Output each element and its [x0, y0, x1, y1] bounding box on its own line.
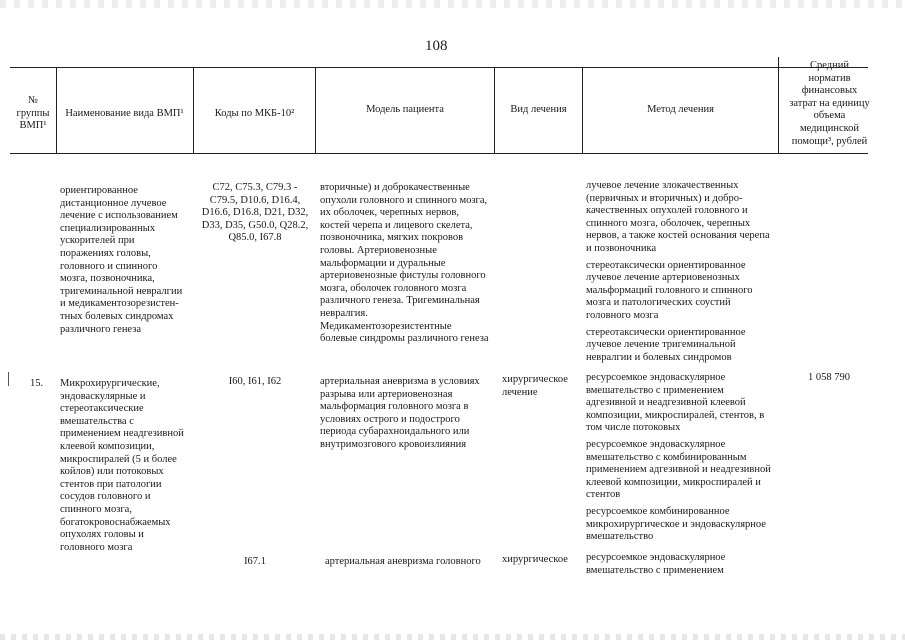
method-list — [586, 372, 778, 548]
column-divider — [778, 57, 779, 154]
scan-artifact-bottom — [0, 634, 905, 640]
method-item: ресурсоемкое эндоваскулярное вмешательство с комбинированным применением адгезивной и неадгезивной клеевой композиции, микроспиралей и стентов — [586, 438, 771, 501]
header-group-number: № группы ВМП¹ — [16, 95, 50, 132]
header-patient-model: Модель пациента — [366, 104, 444, 115]
vmp-name-cell: Микрохирургические, эндоваскулярные и стереотаксические вмешательства с применением неадгезивной клеевой композиции, микроспиралей (5 и более койлов) или потоковых стентов при патологии сосудов головного и спинного мозга, богатокровоснабжаемых опухолях головы и головного мозга — [60, 378, 184, 553]
patient-model-cell: артериальная аневризма головного — [325, 556, 481, 567]
margin-mark — [8, 372, 9, 386]
header-average-cost: Средний норматив финансовых затрат на единицу объема медицинской помощи³, рублей — [789, 60, 870, 147]
column-divider — [315, 67, 316, 154]
column-divider — [582, 67, 583, 154]
treatment-type-cell: хирургическое — [502, 554, 568, 565]
icd-codes-cell: C72, C75.3, C79.3 - C79.5, D10.6, D16.4, D16.6, D16.8, D21, D32, D33, D35, G50.0, Q28.2, Q85.0, I67.8 — [201, 182, 309, 244]
header-vmp-name: Наименование вида ВМП¹ — [65, 108, 184, 119]
group-number-cell: 15. — [30, 378, 44, 389]
header-icd-codes: Коды по МКБ-10² — [214, 108, 295, 119]
method-item: ресурсоемкое эндоваскулярное вмешательство с применением — [586, 552, 726, 576]
method-item: стереотаксически ориентированное лучевое лечение тригеминальной невралгии и болевых синдромов — [586, 326, 746, 363]
method-item: стереотаксически ориентированное лучевое лечение артериовенозных мальформаций головного и спинного мозга и патологических соустий головного мозга — [586, 259, 753, 321]
method-item: ресурсоемкое эндоваскулярное вмешательство с применением адгезивной и неадгезивной клеевой композиции, микроспиралей, стентов, в том числе потоковых — [586, 372, 765, 434]
patient-model-cell: артериальная аневризма в условиях разрыва или артериовенозная мальформация головного мозга в условиях острого и подострого периода субарахноидального или внутримозгового кровоизлияния — [320, 376, 480, 450]
method-list — [586, 180, 778, 368]
icd-codes-cell: I60, I61, I62 — [228, 376, 282, 387]
header-treatment-method: Метод лечения — [647, 104, 714, 115]
icd-codes-cell: I67.1 — [244, 556, 266, 567]
table-top-border — [10, 67, 868, 68]
method-item: лучевое лечение злокачественных (первичных и вторичных) и добро- качественных опухолей головного и спинного мозга, оболочек, черепных нервов, а также костей основания черепа и позвоночника — [586, 180, 770, 254]
column-divider — [56, 67, 57, 154]
vmp-name-cell: ориентированное дистанционное лучевое лечение с использованием специализированных ускорителей при поражениях головы, головного и спинного мозга, позвоночника, тригеминальной невралгии и медикаментозорезистен- тных болевых синдромах различного генеза — [60, 185, 183, 335]
header-treatment-type: Вид лечения — [510, 104, 567, 115]
method-item: ресурсоемкое комбинированное микрохирургическое и эндоваскулярное вмешательство — [586, 505, 766, 543]
scan-artifact-top — [0, 0, 905, 8]
treatment-type-cell: хирургическое лечение — [502, 374, 568, 398]
patient-model-cell: вторичные) и доброкачественные опухоли головного и спинного мозга, их оболочек, черепных нервов, костей черепа и лицевого скелета, позвоночника, мягких покровов головы. Артериовенозные мальформации и дуральные артериовенозные фистулы головного мозга, оболочек головного мозга различного генеза. Тригеминальная невралгия. Медикаментозорезистентные болевые синдромы различного генеза — [320, 182, 489, 345]
column-divider — [193, 67, 194, 154]
average-cost-cell: 1 058 790 — [808, 372, 850, 383]
page-number: 108 — [425, 38, 448, 54]
column-divider — [494, 67, 495, 154]
table-header-bottom-border — [10, 153, 868, 154]
